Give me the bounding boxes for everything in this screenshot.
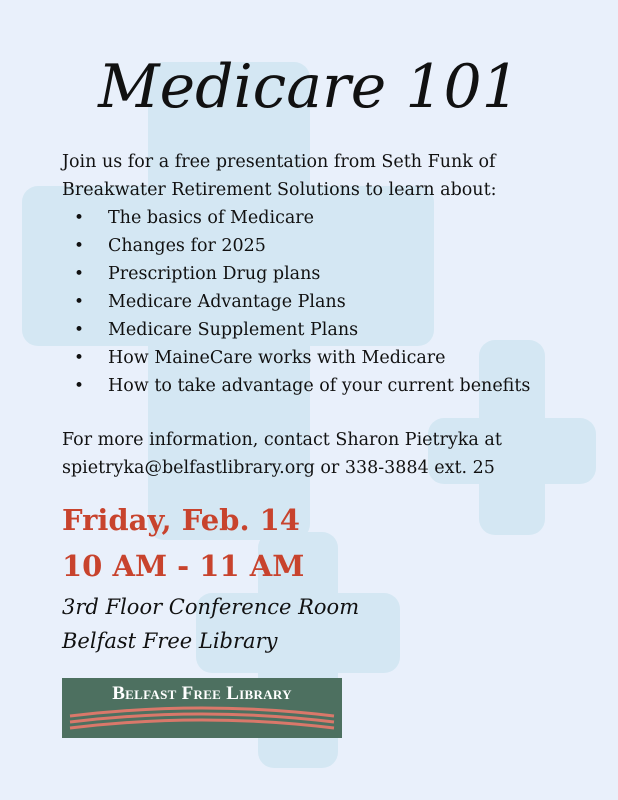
event-location: Belfast Free Library bbox=[62, 629, 278, 653]
event-date: Friday, Feb. 14 bbox=[62, 503, 300, 537]
library-logo bbox=[62, 678, 342, 738]
event-time: 10 AM - 11 AM bbox=[62, 549, 305, 583]
topic-item: • How MaineCare works with Medicare bbox=[62, 344, 530, 372]
library-logo-text: Belfast Free Library bbox=[112, 683, 292, 704]
topic-item: • Changes for 2025 bbox=[62, 232, 530, 260]
topic-item: • Medicare Supplement Plans bbox=[62, 316, 530, 344]
contact-info: For more information, contact Sharon Pietryka at spietryka@belfastlibrary.org or 338-3884 ext. 25 bbox=[62, 430, 502, 478]
logo-stripes-graphic bbox=[62, 704, 342, 738]
topic-list bbox=[62, 204, 530, 400]
topic-item: • Medicare Advantage Plans bbox=[62, 288, 530, 316]
topic-item: • Prescription Drug plans bbox=[62, 260, 530, 288]
intro-text: Join us for a free presentation from Seth Funk of Breakwater Retirement Solutions to learn about: bbox=[62, 152, 497, 200]
topic-item: • The basics of Medicare bbox=[62, 204, 530, 232]
topic-item: • How to take advantage of your current benefits bbox=[62, 372, 530, 400]
event-room: 3rd Floor Conference Room bbox=[62, 595, 360, 619]
page-title: Medicare 101 bbox=[98, 52, 520, 122]
